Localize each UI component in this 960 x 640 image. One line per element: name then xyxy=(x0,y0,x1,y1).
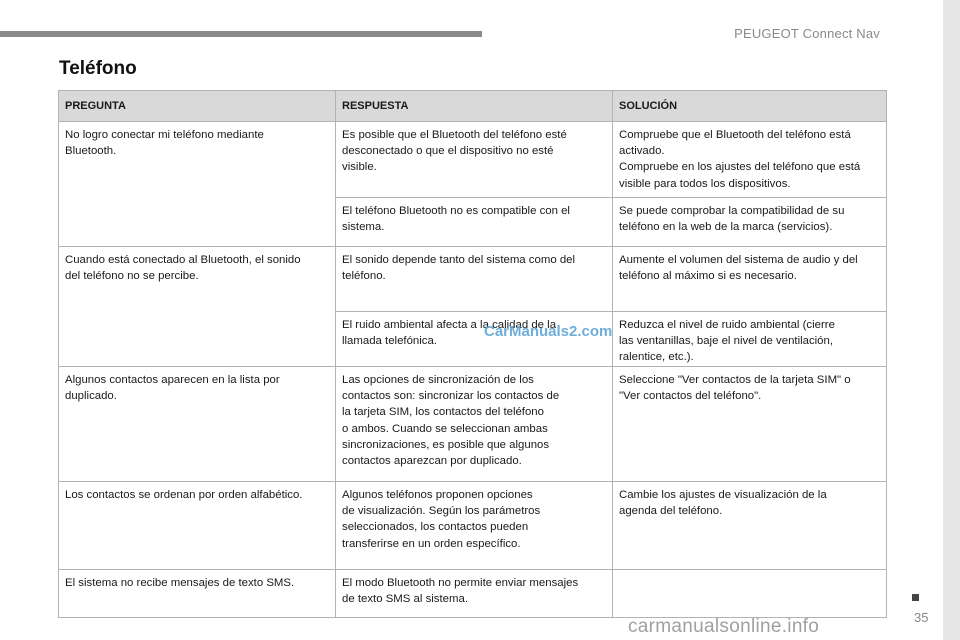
brand-label: PEUGEOT Connect Nav xyxy=(734,26,880,41)
answer-cell: Es posible que el Bluetooth del teléfono esté desconectado o que el dispositivo no esté visible. xyxy=(336,122,613,198)
faq-table xyxy=(58,90,887,618)
question-cell: Los contactos se ordenan por orden alfabético. xyxy=(59,482,336,570)
page-title: Teléfono xyxy=(59,58,137,79)
answer-cell: El modo Bluetooth no permite enviar mensajes de texto SMS al sistema. xyxy=(336,570,613,618)
header-answer: RESPUESTA xyxy=(336,91,613,122)
answer-cell: Algunos teléfonos proponen opciones de visualización. Según los parámetros seleccionados, los contactos pueden transferirse en un orden específico. xyxy=(336,482,613,570)
solution-cell: Aumente el volumen del sistema de audio y del teléfono al máximo si es necesario. xyxy=(613,247,887,312)
solution-cell: Cambie los ajustes de visualización de la agenda del teléfono. xyxy=(613,482,887,570)
solution-cell xyxy=(613,570,887,618)
watermark: CarManuals2.com xyxy=(484,323,613,340)
footer-watermark: carmanualsonline.info xyxy=(628,616,820,637)
header-question: PREGUNTA xyxy=(59,91,336,122)
answer-cell: El teléfono Bluetooth no es compatible con el sistema. xyxy=(336,198,613,247)
table-row xyxy=(59,122,887,198)
answer-cell: Las opciones de sincronización de los contactos son: sincronizar los contactos de la tarjeta SIM, los contactos del teléfono o ambos. Cuando se seleccionan ambas sincronizaciones, es posible que algunos contactos aparezcan por duplicado. xyxy=(336,367,613,482)
page-number: 35 xyxy=(914,610,929,625)
table-row xyxy=(59,570,887,618)
solution-cell: Se puede comprobar la compatibilidad de su teléfono en la web de la marca (servicios). xyxy=(613,198,887,247)
question-cell: El sistema no recibe mensajes de texto SMS. xyxy=(59,570,336,618)
table-row xyxy=(59,482,887,570)
question-cell: Cuando está conectado al Bluetooth, el sonido del teléfono no se percibe. xyxy=(59,247,336,367)
header-rule xyxy=(0,31,482,37)
question-cell: Algunos contactos aparecen en la lista por duplicado. xyxy=(59,367,336,482)
header-solution: SOLUCIÓN xyxy=(613,91,887,122)
solution-cell: Compruebe que el Bluetooth del teléfono está activado. Compruebe en los ajustes del teléfono que está visible para todos los dispositivos. xyxy=(613,122,887,198)
solution-cell: Reduzca el nivel de ruido ambiental (cierre las ventanillas, baje el nivel de ventilación, ralentice, etc.). xyxy=(613,312,887,367)
side-strip xyxy=(943,0,960,640)
table-row xyxy=(59,247,887,312)
question-cell: No logro conectar mi teléfono mediante Bluetooth. xyxy=(59,122,336,247)
answer-cell: El ruido ambiental afecta a la calidad de la llamada telefónica. xyxy=(336,312,613,367)
table-row xyxy=(59,367,887,482)
answer-cell: El sonido depende tanto del sistema como del teléfono. xyxy=(336,247,613,312)
end-marker-icon xyxy=(912,594,919,601)
table-header-row xyxy=(59,91,887,122)
solution-cell: Seleccione "Ver contactos de la tarjeta SIM" o "Ver contactos del teléfono". xyxy=(613,367,887,482)
